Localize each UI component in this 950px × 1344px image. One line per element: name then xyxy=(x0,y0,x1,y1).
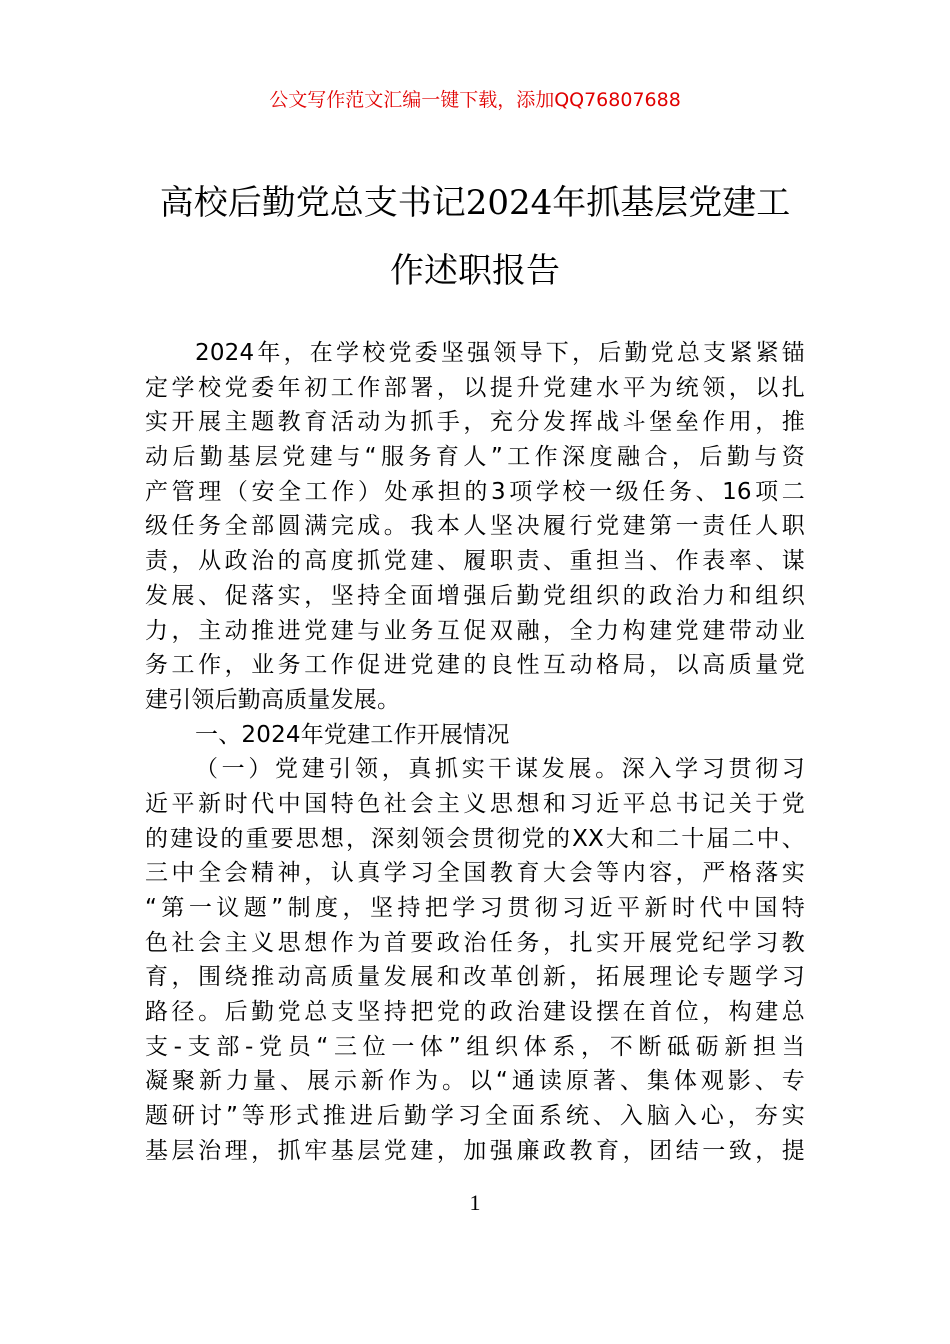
text-line: 的建设的重要思想，深刻领会贯彻党的XX大和二十届二中、 xyxy=(145,825,805,852)
text-line: 题研讨”等形式推进后勤学习全面系统、入脑入心，夯实 xyxy=(145,1103,805,1130)
text-line: 近平新时代中国特色社会主义思想和习近平总书记关于党 xyxy=(145,790,805,817)
text-line: 2024年，在学校党委坚强领导下，后勤党总支紧紧锚 xyxy=(195,340,805,366)
text-line: 基层治理，抓牢基层党建，加强廉政教育，团结一致，提 xyxy=(145,1137,805,1164)
text-line: 支-支部-党员“三位一体”组织体系，不断砥砺新担当 xyxy=(145,1033,805,1060)
text-line: 责，从政治的高度抓党建、履职责、重担当、作表率、谋 xyxy=(145,548,805,575)
text-line: 实开展主题教育活动为抓手，充分发挥战斗堡垒作用，推 xyxy=(145,409,805,436)
download-banner: 公文写作范文汇编一键下载，添加QQ76807688 xyxy=(269,89,681,111)
text-line: 凝聚新力量、展示新作为。以“通读原著、集体观影、专 xyxy=(145,1068,805,1095)
text-line: “第一议题”制度，坚持把学习贯彻习近平新时代中国特 xyxy=(145,895,805,921)
text-line: 发展、促落实，坚持全面增强后勤党组织的政治力和组织 xyxy=(145,582,805,609)
document-title-line-1: 高校后勤党总支书记2024年抓基层党建工 xyxy=(159,183,791,223)
text-line: 定学校党委年初工作部署，以提升党建水平为统领，以扎 xyxy=(145,374,805,401)
text-line: 三中全会精神，认真学习全国教育大会等内容，严格落实 xyxy=(145,860,805,887)
text-line: 动后勤基层党建与“服务育人”工作深度融合，后勤与资 xyxy=(145,444,805,471)
page-number: 1 xyxy=(469,1190,481,1215)
text-line: 力，主动推进党建与业务互促双融，全力构建党建带动业 xyxy=(145,617,805,644)
text-line: 产管理（安全工作）处承担的3项学校一级任务、16项二 xyxy=(145,478,805,505)
text-line: 色社会主义思想作为首要政治任务，扎实开展党纪学习教 xyxy=(145,929,805,956)
text-line: 路径。后勤党总支坚持把党的政治建设摆在首位，构建总 xyxy=(145,999,805,1026)
text-line: 建引领后勤高质量发展。 xyxy=(145,686,401,713)
text-line: 务工作，业务工作促进党建的良性互动格局，以高质量党 xyxy=(145,652,805,679)
section-heading: 一、2024年党建工作开展情况 xyxy=(195,721,510,748)
document-body xyxy=(145,336,805,1169)
text-line: 级任务全部圆满完成。我本人坚决履行党建第一责任人职 xyxy=(145,513,805,540)
text-line: 育，围绕推动高质量发展和改革创新，拓展理论专题学习 xyxy=(145,964,805,991)
text-line: （一）党建引领，真抓实干谋发展。深入学习贯彻习 xyxy=(195,756,805,783)
document-title-line-2: 作述职报告 xyxy=(390,251,560,291)
